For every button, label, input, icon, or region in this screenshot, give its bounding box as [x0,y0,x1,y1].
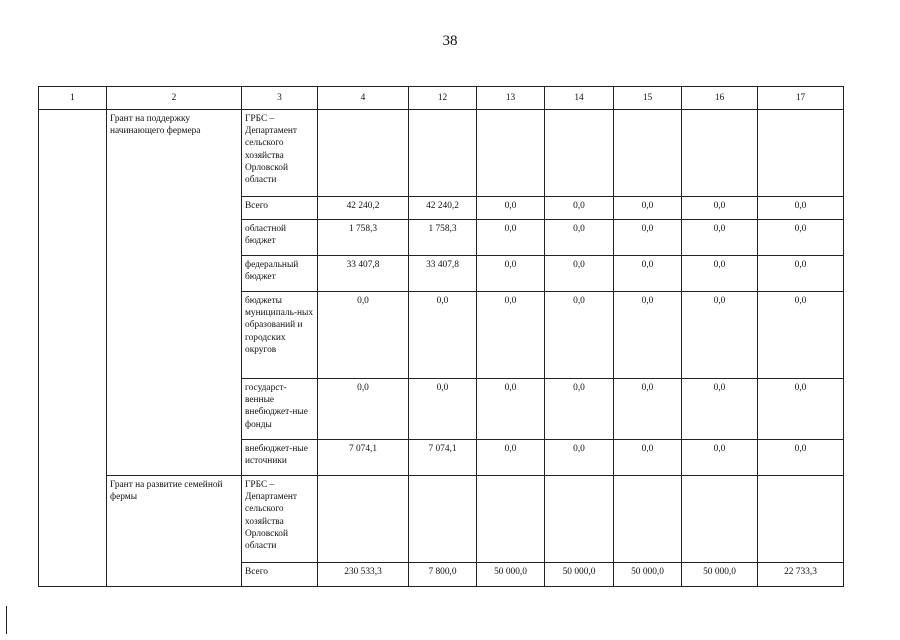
value-cell: 0,0 [545,440,614,476]
value-cell: 0,0 [758,197,844,220]
value-cell [758,110,844,197]
value-cell: 0,0 [477,379,545,440]
value-cell: 0,0 [477,440,545,476]
value-cell [477,476,545,563]
value-cell: 7 074,1 [318,440,409,476]
funding-source-cell: Всего [242,197,318,220]
value-cell: 0,0 [758,379,844,440]
row-number-cell [39,110,107,587]
value-cell [477,110,545,197]
value-cell: 1 758,3 [318,220,409,256]
value-cell: 42 240,2 [318,197,409,220]
value-cell: 0,0 [545,197,614,220]
value-cell [409,476,477,563]
value-cell: 0,0 [477,220,545,256]
value-cell: 42 240,2 [409,197,477,220]
value-cell: 1 758,3 [409,220,477,256]
value-cell [614,110,682,197]
value-cell: 0,0 [477,292,545,379]
header-row [39,87,844,110]
value-cell: 0,0 [409,292,477,379]
value-cell: 0,0 [318,379,409,440]
funding-source-cell: ГРБС – Департамент сельского хозяйства Орловской области [242,110,318,197]
funding-source-cell: областной бюджет [242,220,318,256]
value-cell: 0,0 [614,197,682,220]
value-cell: 0,0 [477,256,545,292]
value-cell: 7 074,1 [409,440,477,476]
value-cell [758,476,844,563]
value-cell: 0,0 [545,292,614,379]
header-cell: 12 [409,87,477,110]
value-cell: 0,0 [545,256,614,292]
value-cell: 0,0 [758,256,844,292]
value-cell [318,110,409,197]
value-cell: 50 000,0 [682,563,758,587]
value-cell: 0,0 [682,256,758,292]
header-cell: 4 [318,87,409,110]
value-cell [545,476,614,563]
value-cell: 230 533,3 [318,563,409,587]
value-cell [682,476,758,563]
header-cell: 3 [242,87,318,110]
funding-source-cell: федеральный бюджет [242,256,318,292]
table-row [39,476,844,563]
value-cell: 0,0 [758,220,844,256]
value-cell: 0,0 [614,256,682,292]
table-body [39,87,844,587]
value-cell: 0,0 [477,197,545,220]
value-cell: 0,0 [614,220,682,256]
value-cell: 33 407,8 [318,256,409,292]
funding-source-cell: внебюджет-ные источники [242,440,318,476]
value-cell: 7 800,0 [409,563,477,587]
value-cell: 50 000,0 [477,563,545,587]
header-cell: 2 [107,87,242,110]
value-cell: 0,0 [409,379,477,440]
value-cell: 22 733,3 [758,563,844,587]
value-cell: 0,0 [614,440,682,476]
measure-name-cell: Грант на развитие семейной фермы [107,476,242,587]
value-cell: 0,0 [682,197,758,220]
value-cell: 0,0 [682,292,758,379]
header-cell: 17 [758,87,844,110]
margin-mark [6,606,7,634]
value-cell: 0,0 [758,292,844,379]
value-cell: 0,0 [545,379,614,440]
value-cell: 0,0 [545,220,614,256]
funding-source-cell: ГРБС – Департамент сельского хозяйства Орловской области [242,476,318,563]
value-cell [409,110,477,197]
budget-table [38,86,844,587]
value-cell [682,110,758,197]
value-cell: 0,0 [614,292,682,379]
value-cell: 0,0 [682,440,758,476]
header-cell: 1 [39,87,107,110]
value-cell: 0,0 [682,220,758,256]
table-row [39,110,844,197]
value-cell [318,476,409,563]
value-cell [545,110,614,197]
page-number: 38 [442,33,458,49]
header-cell: 16 [682,87,758,110]
value-cell: 50 000,0 [545,563,614,587]
funding-source-cell: государст-венные внебюджет-ные фонды [242,379,318,440]
funding-source-cell: Всего [242,563,318,587]
measure-name-cell: Грант на поддержку начинающего фермера [107,110,242,476]
value-cell: 0,0 [758,440,844,476]
value-cell: 0,0 [318,292,409,379]
value-cell: 0,0 [682,379,758,440]
header-cell: 15 [614,87,682,110]
value-cell: 50 000,0 [614,563,682,587]
header-cell: 14 [545,87,614,110]
header-cell: 13 [477,87,545,110]
value-cell: 33 407,8 [409,256,477,292]
value-cell [614,476,682,563]
value-cell: 0,0 [614,379,682,440]
funding-source-cell: бюджеты муниципаль-ных образований и городских округов [242,292,318,379]
